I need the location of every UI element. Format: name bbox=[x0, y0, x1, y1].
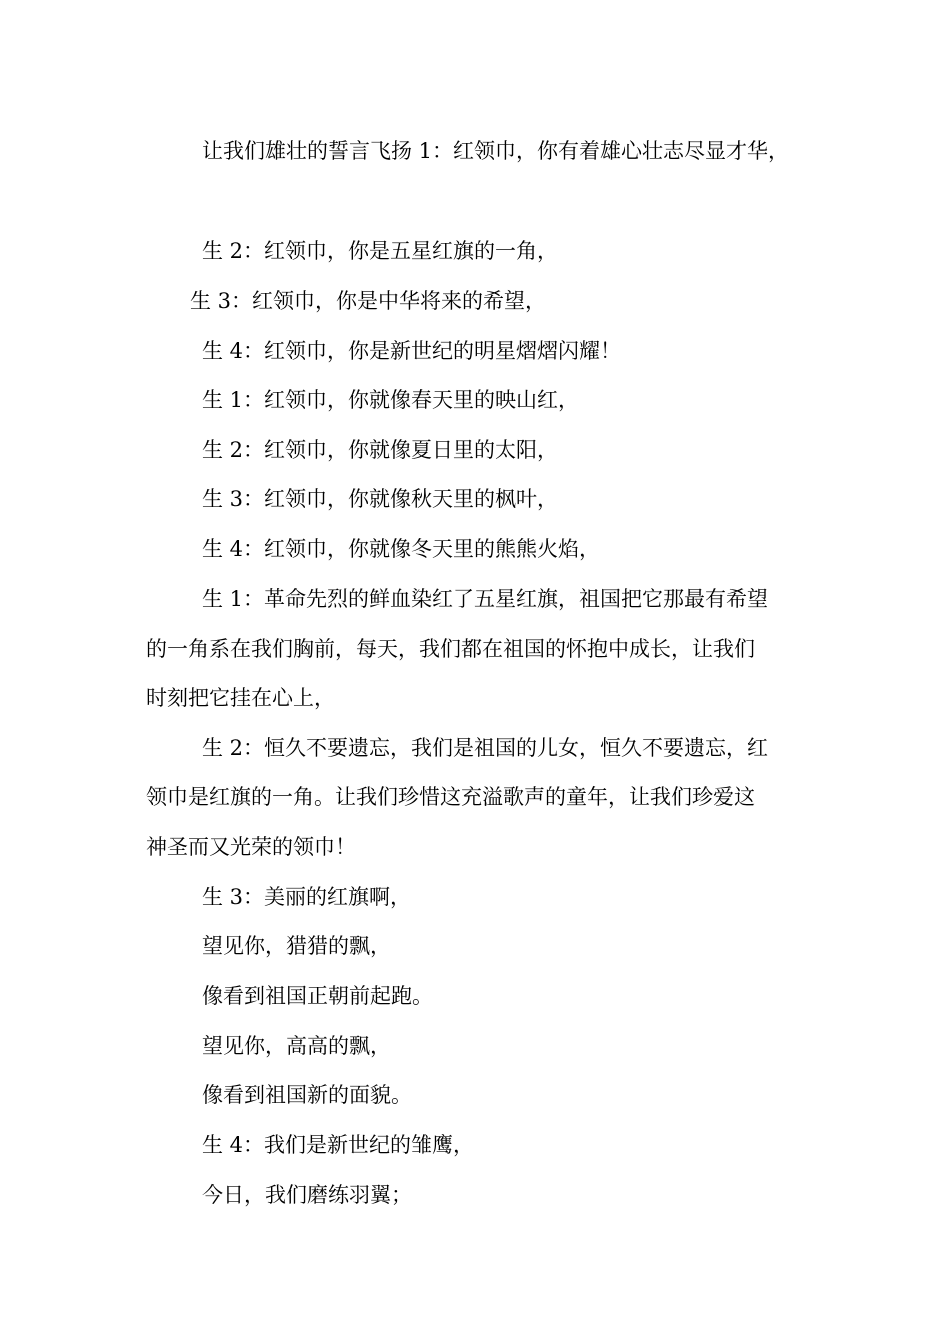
text-line: 望见你，猎猎的飘， bbox=[202, 934, 391, 958]
text-line: 生 4：红领巾，你就像冬天里的熊熊火焰， bbox=[202, 537, 601, 561]
text-line: 生 2：恒久不要遗忘，我们是祖国的儿女，恒久不要遗忘，红 bbox=[202, 736, 769, 760]
text-line: 生 4：我们是新世纪的雏鹰， bbox=[202, 1133, 475, 1157]
text-line: 神圣而又光荣的领巾！ bbox=[146, 835, 356, 859]
text-line: 生 1：革命先烈的鲜血染红了五星红旗，祖国把它那最有希望 bbox=[202, 587, 769, 611]
text-line: 生 2：红领巾，你就像夏日里的太阳， bbox=[202, 438, 559, 462]
text-line: 望见你，高高的飘， bbox=[202, 1034, 391, 1058]
text-line: 生 3：红领巾，你就像秋天里的枫叶， bbox=[202, 487, 559, 511]
text-line: 生 1：红领巾，你就像春天里的映山红， bbox=[202, 388, 580, 412]
text-line: 今日，我们磨练羽翼； bbox=[202, 1183, 412, 1207]
text-line: 时刻把它挂在心上， bbox=[146, 686, 335, 710]
text-line: 生 4：红领巾，你是新世纪的明星熠熠闪耀！ bbox=[202, 339, 622, 363]
text-line: 的一角系在我们胸前，每天，我们都在祖国的怀抱中成长，让我们 bbox=[146, 637, 755, 661]
text-line: 生 3：美丽的红旗啊， bbox=[202, 885, 412, 909]
text-line: 像看到祖国正朝前起跑。 bbox=[202, 984, 433, 1008]
text-line: 领巾是红旗的一角。让我们珍惜这充溢歌声的童年，让我们珍爱这 bbox=[146, 785, 755, 809]
text-line: 让我们雄壮的誓言飞扬 1：红领巾，你有着雄心壮志尽显才华， bbox=[202, 139, 790, 163]
text-line: 生 2：红领巾，你是五星红旗的一角， bbox=[202, 239, 559, 263]
text-line: 像看到祖国新的面貌。 bbox=[202, 1083, 412, 1107]
text-line: 生 3：红领巾，你是中华将来的希望， bbox=[190, 289, 547, 313]
